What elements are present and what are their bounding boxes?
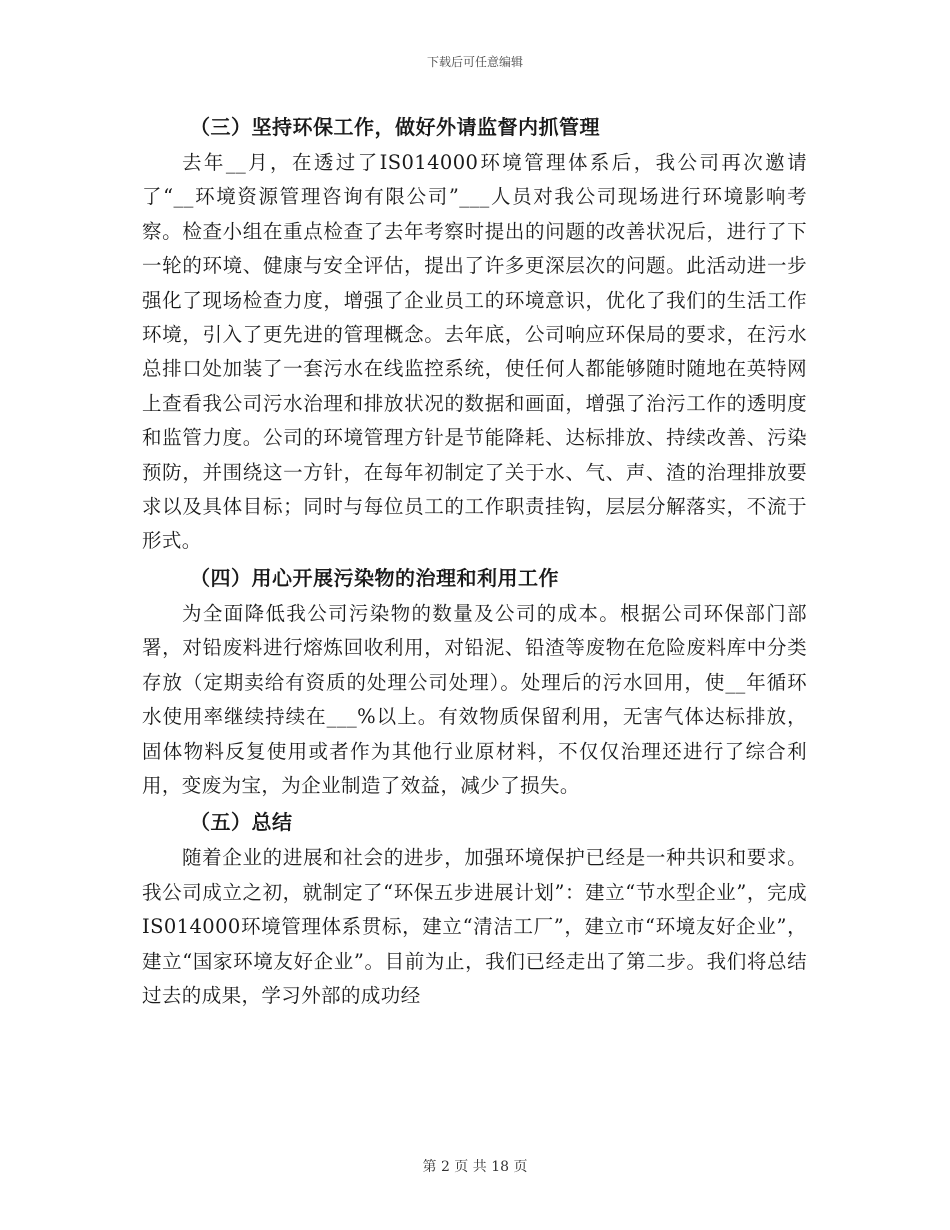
page-header-note: 下载后可任意编辑: [426, 55, 523, 69]
section-heading: （三）坚持环保工作，做好外请监督内抓管理: [190, 115, 600, 139]
page-number: 第 2 页 共 18 页: [422, 1159, 528, 1175]
section-paragraph: 随着企业的进展和社会的进步，加强环境保护已经是一种共识和要求。我公司成立之初，就制定了“环保五步进展计划”：建立“节水型企业”，完成IS014000环境管理体系贯标，建立“清洁工厂”，建立市“环境友好企业”，建立“国家环境友好企业”。目前为止，我们已经走出了第二步。我们将总结过去的成果，学习外部的成功经: [142, 846, 807, 1007]
section-paragraph: 去年__月，在透过了IS014000环境管理体系后，我公司再次邀请了“__环境资源管理咨询有限公司”___人员对我公司现场进行环境影响考察。检查小组在重点检查了去年考察时提出的问题的改善状况后，进行了下一轮的环境、健康与安全评估，提出了许多更深层次的问题。此活动进一步强化了现场检查力度，增强了企业员工的环境意识，优化了我们的生活工作环境，引入了更先进的管理概念。去年底，公司响应环保局的要求，在污水总排口处加装了一套污水在线监控系统，使任何人都能够随时随地在英特网上查看我公司污水治理和排放状况的数据和画面，增强了治污工作的透明度和监管力度。公司的环境管理方针是节能降耗、达标排放、持续改善、污染预防，并围绕这一方针，在每年初制定了关于水、气、声、渣的治理排放要求以及具体目标；同时与每位员工的工作职责挂钩，层层分解落实，不流于形式。: [142, 151, 807, 553]
section-heading: （四）用心开展污染物的治理和利用工作: [190, 565, 559, 590]
section-3: [142, 112, 807, 559]
document-body: [142, 112, 807, 1017]
section-4: [142, 563, 807, 803]
section-heading: （五）总结: [190, 810, 293, 835]
section-5: [142, 807, 807, 1013]
section-paragraph: 为全面降低我公司污染物的数量及公司的成本。根据公司环保部门部署，对铅废料进行熔炼回收利用，对铅泥、铅渣等废物在危险废料库中分类存放（定期卖给有资质的处理公司处理）。处理后的污水回用，使__年循环水使用率继续持续在___%以上。有效物质保留利用，无害气体达标排放，固体物料反复使用或者作为其他行业原材料，不仅仅治理还进行了综合利用，变废为宝，为企业制造了效益，减少了损失。: [142, 601, 807, 797]
